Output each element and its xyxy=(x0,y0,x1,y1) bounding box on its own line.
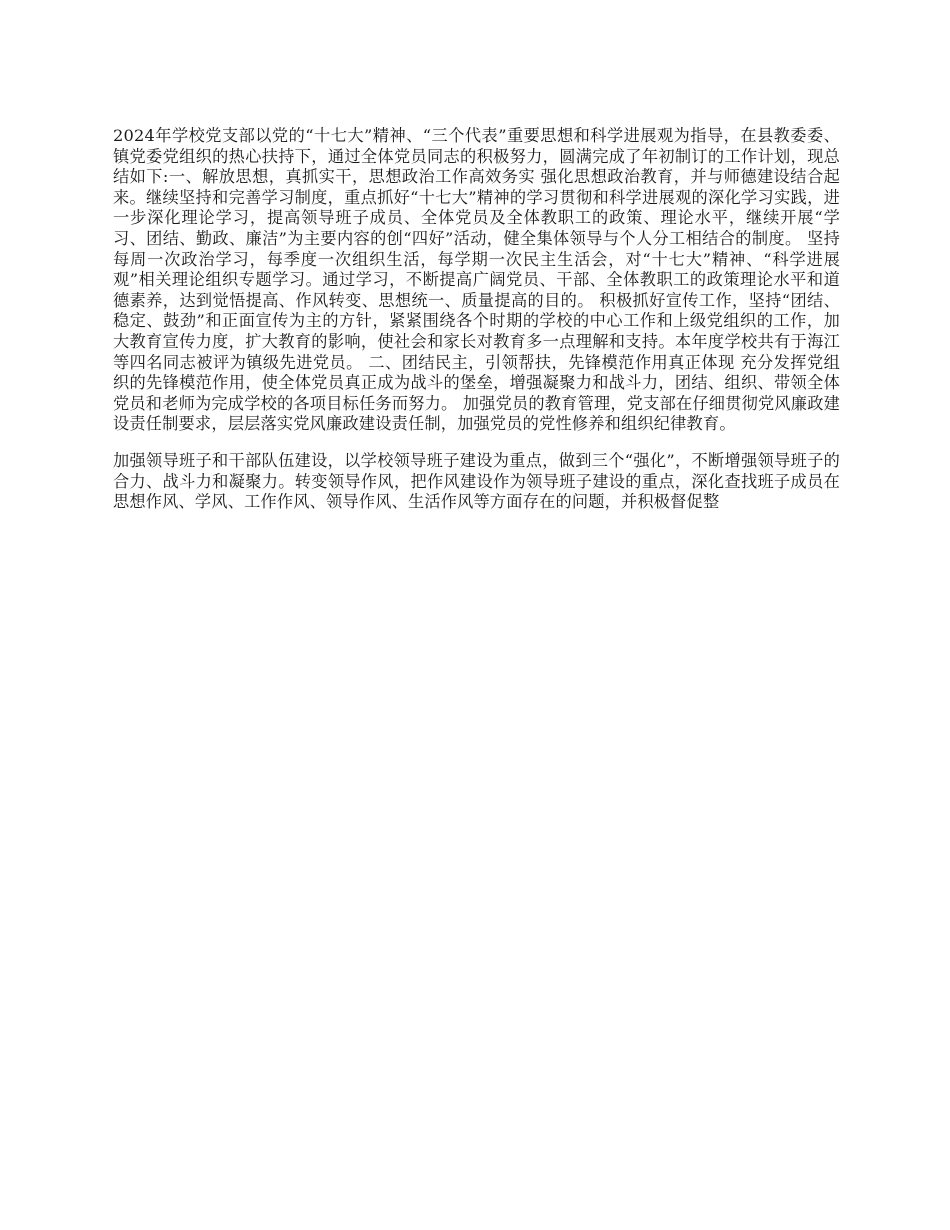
paragraph-1: 2024年学校党支部以党的“十七大”精神、“三个代表”重要思想和科学进展观为指导，在县教委委、镇党委党组织的热心扶持下，通过全体党员同志的积极努力，圆满完成了年初制订的工作计划，现总结如下:一、解放思想，真抓实干，思想政治工作高效务实 强化思想政治教育，并与师德建设结合起来。继续坚持和完善学习制度，重点抓好“十七大”精神的学习贯彻和科学进展观的深化学习实践，进一步深化理论学习，提高领导班子成员、全体党员及全体教职工的政策、理论水平，继续开展“学习、团结、勤政、廉洁”为主要内容的创“四好”活动，健全集体领导与个人分工相结合的制度。 坚持每周一次政治学习，每季度一次组织生活，每学期一次民主生活会，对“十七大”精神、“科学进展观”相关理论组织专题学习。通过学习，不断提高广阔党员、干部、全体教职工的政策理论水平和道德素养，达到觉悟提高、作风转变、思想统一、质量提高的目的。 积极抓好宣传工作，坚持“团结、稳定、鼓劲”和正面宣传为主的方针，紧紧围绕各个时期的学校的中心工作和上级党组织的工作，加大教育宣传力度，扩大教育的影响，使社会和家长对教育多一点理解和支持。本年度学校共有于海江等四名同志被评为镇级先进党员。 二、团结民主，引领帮扶，先锋模范作用真正体现 充分发挥党组织的先锋模范作用，使全体党员真正成为战斗的堡垒，增强凝聚力和战斗力，团结、组织、带领全体党员和老师为完成学校的各项目标任务而努力。 加强党员的教育管理，党支部在仔细贯彻党风廉政建设责任制要求，层层落实党风廉政建设责任制，加强党员的党性修养和组织纪律教育。 xyxy=(113,126,840,434)
document-body xyxy=(113,126,840,513)
paragraph-2: 加强领导班子和干部队伍建设，以学校领导班子建设为重点，做到三个“强化”，不断增强领导班子的合力、战斗力和凝聚力。转变领导作风，把作风建设作为领导班子建设的重点，深化查找班子成员在思想作风、学风、工作作风、领导作风、生活作风等方面存在的问题，并积极督促整 xyxy=(113,450,840,512)
